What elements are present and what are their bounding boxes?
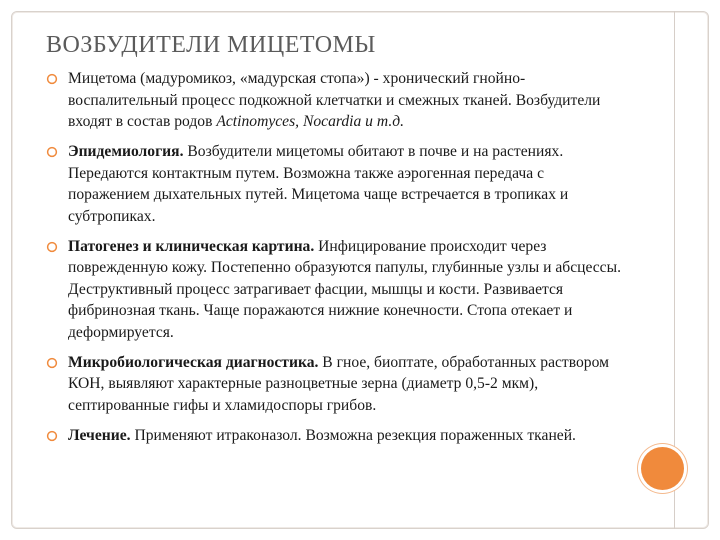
bullet-list <box>46 68 626 455</box>
genus-names: Actinomyces, Nocardia и т.д. <box>216 113 405 130</box>
bullet-lead: Лечение. <box>68 426 131 444</box>
slide-title: ВОЗБУДИТЕЛИ МИЦЕТОМЫ <box>46 32 376 59</box>
bullet-lead: Микробиологическая диагностика. <box>68 353 319 371</box>
bullet-body: Мицетома (мадуромикоз, «мадурская стопа») - хронический гнойно-воспалительный процесс подкожной клетчатки и смежных тканей. Возбудители входят в состав родов <box>68 70 601 130</box>
bullet-lead: Патогенез и клиническая картина. <box>68 237 315 255</box>
bullet-lead: Эпидемиология. <box>68 143 184 160</box>
bullet-item-epidemiology <box>46 141 626 227</box>
bullet-text <box>68 236 626 344</box>
bullet-text <box>68 141 626 227</box>
bullet-item-pathogenesis <box>46 236 626 344</box>
bullet-text <box>68 68 626 133</box>
bullet-icon <box>46 241 58 253</box>
bullet-body: В гное, биоптате, обработанных раствором КОН, выявляют характерные разноцветные зерна (диаметр 0,5-2 мкм), септированные гифы и хламидоспоры грибов. <box>68 353 609 414</box>
bullet-icon <box>46 73 58 85</box>
bullet-body: Возбудители мицетомы обитают в почве и на растениях. Передаются контактным путем. Возможна также аэрогенная передача с поражением дыхательных путей. Мицетома чаще встречается в тропиках и субтропиках. <box>68 143 569 225</box>
bullet-body: Применяют итраконазол. Возможна резекция пораженных тканей. <box>130 426 576 444</box>
bullet-icon <box>46 146 58 158</box>
bullet-item-diagnostics <box>46 352 626 417</box>
bullet-body: Инфицирование происходит через поврежденную кожу. Постепенно образуются папулы, глубинные узлы и абсцессы. Деструктивный процесс затрагивает фасции, мышцы и кости. Развивается фибринозная ткань. Чаще поражаются нижние конечности. Стопа отекает и деформируется. <box>68 237 621 341</box>
bullet-item-treatment <box>46 425 626 447</box>
bullet-text <box>68 425 626 447</box>
orange-circle-icon <box>641 447 684 490</box>
bullet-icon <box>46 430 58 442</box>
bullet-icon <box>46 357 58 369</box>
bullet-item-definition <box>46 68 626 133</box>
bullet-text <box>68 352 626 417</box>
